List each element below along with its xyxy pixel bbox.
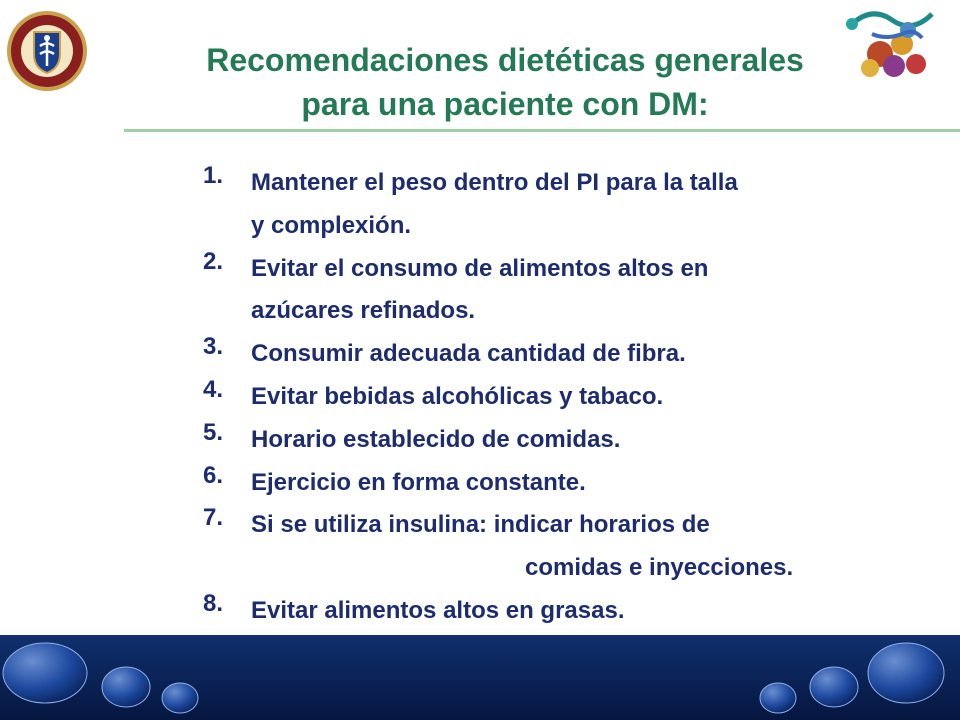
item-text: Mantener el peso dentro del PI para la talla: [251, 169, 738, 196]
list-item: [203, 162, 903, 248]
list-item: [203, 248, 903, 334]
list-item: [203, 590, 903, 633]
item-text-continued: azúcares refinados.: [251, 297, 476, 325]
item-number: 2.: [203, 247, 224, 275]
university-seal-icon: [6, 10, 88, 92]
item-text: Ejercicio en forma constante.: [251, 468, 586, 496]
item-text: Evitar alimentos altos en grasas.: [251, 596, 625, 624]
title-divider: [124, 129, 960, 132]
item-number: 3.: [203, 333, 224, 361]
slide-title: [140, 38, 870, 126]
item-number: 6.: [203, 461, 224, 489]
title-line-2: para una paciente con DM:: [301, 86, 709, 122]
list-item: [203, 504, 903, 590]
item-text: Si se utiliza insulina: indicar horarios de: [251, 511, 710, 539]
footer-band: [0, 635, 960, 720]
item-number: 4.: [203, 375, 224, 403]
item-text: Evitar bebidas alcohólicas y tabaco.: [251, 382, 664, 410]
recommendations-list: [203, 162, 903, 633]
item-text: Horario establecido de comidas.: [251, 425, 621, 453]
title-line-1: Recomendaciones dietéticas generales: [206, 42, 804, 78]
item-number: 8.: [203, 589, 224, 617]
list-item: [203, 333, 903, 376]
item-number: 5.: [203, 418, 224, 446]
item-number: 1.: [203, 162, 224, 189]
list-item: [203, 376, 903, 419]
list-item: [203, 419, 903, 462]
item-text-continued: comidas e inyecciones.: [525, 554, 794, 582]
list-item: [203, 462, 903, 505]
item-number: 7.: [203, 504, 224, 532]
item-text-continued: y complexión.: [251, 211, 412, 239]
item-text: Consumir adecuada cantidad de fibra.: [251, 340, 686, 368]
item-text: Evitar el consumo de alimentos altos en: [251, 254, 709, 282]
